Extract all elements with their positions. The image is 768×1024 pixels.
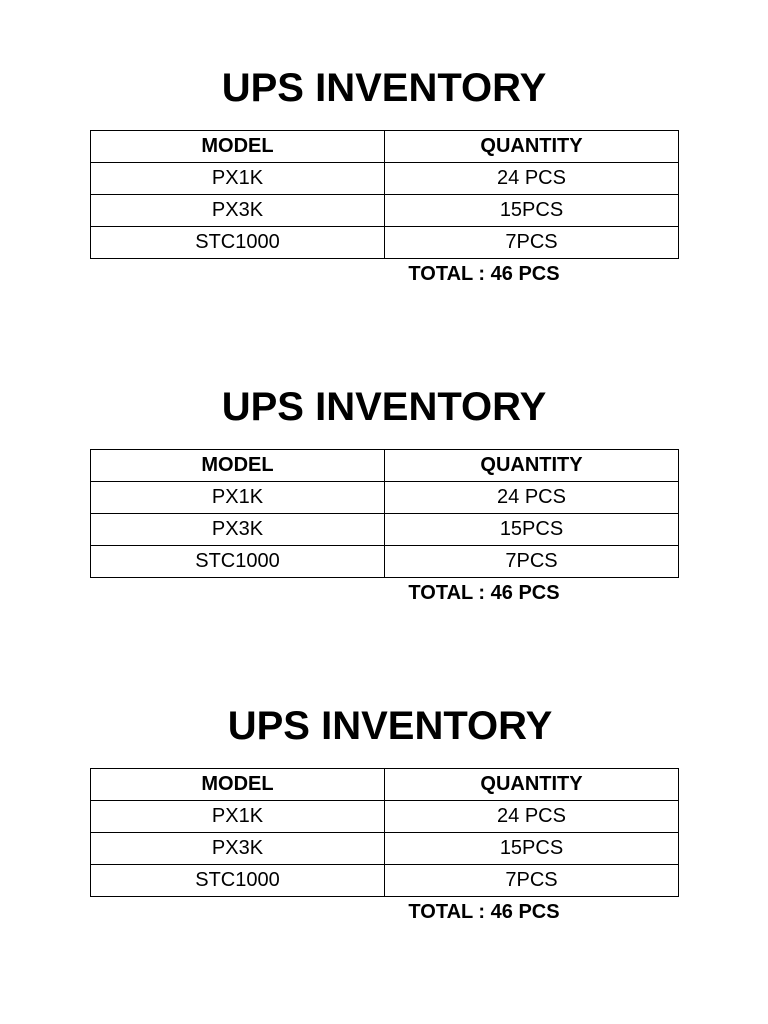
- cell-quantity: 15PCS: [385, 833, 679, 865]
- table-header-row: [91, 131, 679, 163]
- header-quantity: QUANTITY: [385, 450, 679, 482]
- cell-model: PX1K: [91, 163, 385, 195]
- total-label: TOTAL : 46 PCS: [408, 582, 560, 604]
- header-model: MODEL: [91, 131, 385, 163]
- table-row: [91, 833, 679, 865]
- table-row: [91, 195, 679, 227]
- table-row: [91, 546, 679, 578]
- header-model: MODEL: [91, 450, 385, 482]
- cell-model: PX3K: [91, 514, 385, 546]
- table-row: [91, 801, 679, 833]
- cell-quantity: 7PCS: [385, 227, 679, 259]
- section-title: UPS INVENTORY: [221, 385, 547, 429]
- table-row: [91, 482, 679, 514]
- cell-quantity: 24 PCS: [385, 482, 679, 514]
- table-row: [91, 163, 679, 195]
- cell-quantity: 7PCS: [385, 546, 679, 578]
- cell-quantity: 15PCS: [385, 514, 679, 546]
- cell-quantity: 24 PCS: [385, 801, 679, 833]
- inventory-table: [90, 449, 679, 578]
- cell-model: STC1000: [91, 546, 385, 578]
- cell-quantity: 24 PCS: [385, 163, 679, 195]
- table-row: [91, 514, 679, 546]
- table-row: [91, 227, 679, 259]
- cell-quantity: 7PCS: [385, 865, 679, 897]
- cell-model: PX3K: [91, 195, 385, 227]
- total-label: TOTAL : 46 PCS: [408, 901, 560, 923]
- header-quantity: QUANTITY: [385, 769, 679, 801]
- header-quantity: QUANTITY: [385, 131, 679, 163]
- cell-quantity: 15PCS: [385, 195, 679, 227]
- table-row: [91, 865, 679, 897]
- cell-model: PX1K: [91, 801, 385, 833]
- cell-model: PX1K: [91, 482, 385, 514]
- inventory-table: [90, 768, 679, 897]
- cell-model: STC1000: [91, 865, 385, 897]
- cell-model: PX3K: [91, 833, 385, 865]
- table-header-row: [91, 450, 679, 482]
- header-model: MODEL: [91, 769, 385, 801]
- section-title: UPS INVENTORY: [227, 704, 553, 748]
- inventory-table: [90, 130, 679, 259]
- section-title: UPS INVENTORY: [221, 66, 547, 110]
- cell-model: STC1000: [91, 227, 385, 259]
- total-label: TOTAL : 46 PCS: [408, 263, 560, 285]
- table-header-row: [91, 769, 679, 801]
